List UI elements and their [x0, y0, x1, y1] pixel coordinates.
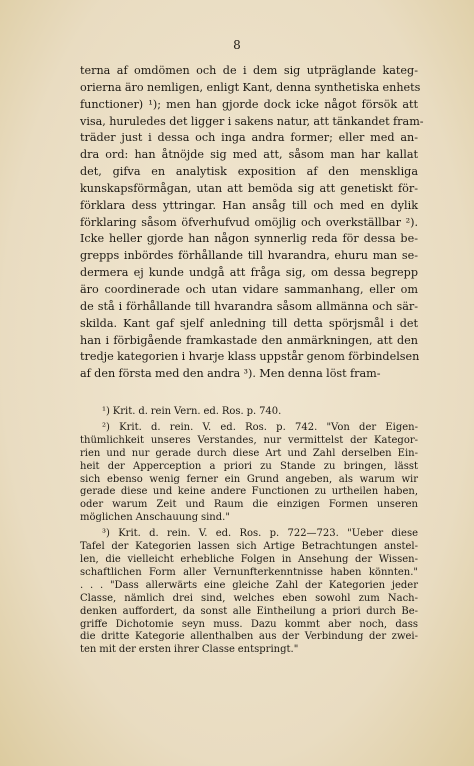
text-line: han i förbigående framkastade den anmärkningen, att den: [80, 333, 418, 347]
text-line: terna af omdömen och de i dem sig utpräglande kateg-: [80, 64, 418, 77]
footnote-3: [80, 528, 418, 657]
footnote-line: denken auffordert, da sonst alle Eintheilung a priori durch Be-: [80, 605, 418, 617]
text-line: förklara dess yttringar. Han ansåg till och med en dylik: [80, 198, 418, 212]
text-line: kunskapsförmågan, utan att bemöda sig att genetiskt för-: [80, 181, 418, 195]
footnote-line: sich ebenso wenig ferner ein Grund angeben, als warum wir: [80, 473, 418, 485]
footnotes: [80, 406, 418, 660]
footnote-line: ³) Krit. d. rein. V. ed. Ros. p. 722—723. "Ueber diese: [102, 528, 418, 540]
text-line: orierna äro nemligen, enligt Kant, denna synthetiska enhets: [80, 80, 421, 94]
footnote-line: schaftlichen Form aller Vernunfterkenntnisse haben könnten.": [80, 566, 418, 578]
footnote-line: Tafel der Kategorien lassen sich Artige Betrachtungen anstel-: [80, 541, 418, 553]
footnote-line: ¹) Krit. d. rein Vern. ed. Ros. p. 740.: [102, 406, 282, 417]
footnote-line: thümlichkeit unseres Verstandes, nur vermittelst der Kategor-: [80, 434, 418, 446]
text-line: dermera ej kunde undgå att fråga sig, om dessa begrepp: [80, 266, 418, 280]
footnote-line: len, die vielleicht erhebliche Folgen in Ansehung der Wissen-: [80, 553, 418, 565]
text-line: träder just i dessa och inga andra former; eller med an-: [80, 131, 418, 145]
footnote-line: heit der Apperception a priori zu Stande zu bringen, lässt: [80, 460, 418, 472]
main-text: [80, 63, 424, 383]
footnote-line: Classe, nämlich drei sind, welches eben sowohl zum Nach-: [80, 592, 418, 604]
text-line: skilda. Kant gaf sjelf anledning till detta spörjsmål i det: [80, 316, 418, 330]
footnote-1: [80, 406, 418, 419]
text-line: grepps inbördes förhållande till hvarandra, ehuru man se-: [80, 249, 418, 263]
footnote-line: griffe Dichotomie seyn muss. Dazu kommt aber noch, dass: [80, 618, 418, 630]
footnote-line: gerade diese und keine andere Functionen zu urtheilen haben,: [80, 486, 418, 498]
text-line: det, gifva en analytisk exposition af den menskliga: [80, 165, 418, 179]
text-line: af den första med den andra ³). Men denna löst fram-: [80, 367, 381, 381]
text-line: Icke heller gjorde han någon synnerlig reda för dessa be-: [80, 232, 418, 246]
footnote-line: oder warum Zeit und Raum die einzigen Formen unseren: [80, 499, 418, 511]
footnote-line: . . . "Dass allerwärts eine gleiche Zahl der Kategorien jeder: [80, 579, 418, 591]
text-line: tredje kategorien i hvarje klass uppstår genom förbindelsen: [80, 350, 420, 364]
footnote-line: die dritte Kategorie allenthalben aus der Verbindung der zwei-: [80, 631, 418, 643]
text-line: äro coordinerade och utan vidare sammanhang, eller om: [80, 282, 418, 296]
footnote-line: ²) Krit. d. rein. V. ed. Ros. p. 742. "Von der Eigen-: [102, 421, 418, 433]
footnote-2: [80, 422, 418, 525]
footnote-line: rien und nur gerade durch diese Art und Zahl derselben Ein-: [80, 447, 418, 459]
page-number: 8: [233, 38, 241, 52]
text-line: de stå i förhållande till hvarandra såsom allmänna och sär-: [80, 299, 418, 313]
text-line: dra ord: han åtnöjde sig med att, såsom man har kallat: [80, 148, 418, 162]
text-line: functioner) ¹); men han gjorde dock icke något försök att: [80, 97, 418, 111]
text-line: visa, huruledes det ligger i sakens natur, att tänkandet fram-: [80, 114, 424, 128]
footnote-line: ten mit der ersten ihrer Classe entspringt.": [80, 644, 299, 656]
text-line: förklaring såsom öfverhufvud omöjlig och overkställbar ²).: [80, 215, 418, 229]
footnote-line: möglichen Anschauung sind.": [80, 512, 230, 524]
